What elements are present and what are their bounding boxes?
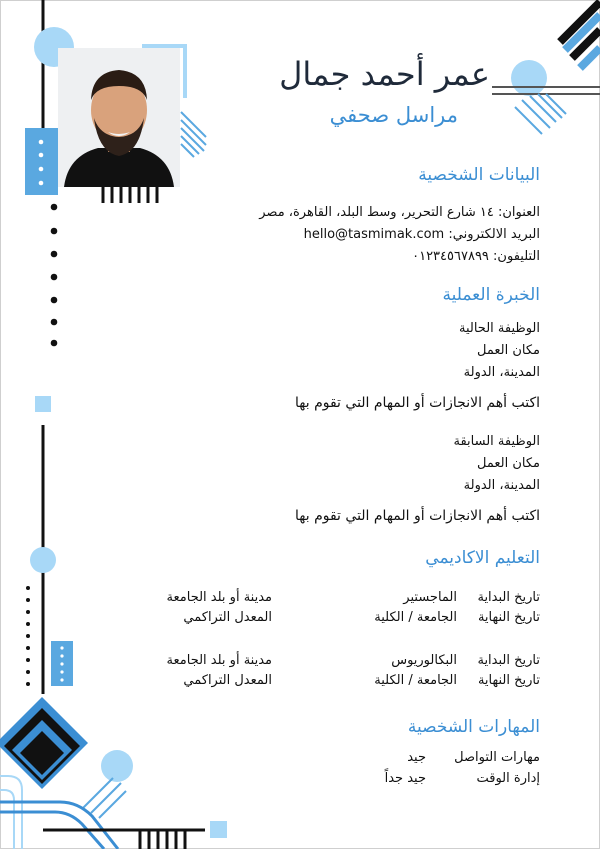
job-title: مراسل صحفي xyxy=(329,103,458,127)
job-location: المدينة، الدولة xyxy=(463,478,540,493)
edu-school: الجامعة / الكلية xyxy=(374,673,457,688)
job-achievements: اكتب أهم الانجازات أو المهام التي تقوم بها xyxy=(295,508,540,524)
person-photo-icon xyxy=(58,48,180,187)
job-position: الوظيفة السابقة xyxy=(453,434,540,449)
person-name: عمر أحمد جمال xyxy=(279,55,490,93)
edu-degree: البكالوريوس xyxy=(391,653,457,668)
avatar xyxy=(58,48,180,187)
edu-degree: الماجستير xyxy=(403,590,457,605)
job-workplace: مكان العمل xyxy=(477,456,540,471)
edu-end: تاريخ النهاية xyxy=(477,610,540,625)
section-heading-experience: الخبرة العملية xyxy=(442,285,540,305)
email-label: البريد الالكتروني: xyxy=(448,227,540,242)
skill-name: مهارات التواصل xyxy=(454,750,540,765)
section-heading-personal: البيانات الشخصية xyxy=(418,165,540,185)
section-heading-skills: المهارات الشخصية xyxy=(407,717,540,737)
edu-start: تاريخ البداية xyxy=(477,653,540,668)
job-achievements: اكتب أهم الانجازات أو المهام التي تقوم بها xyxy=(295,395,540,411)
email-line xyxy=(304,227,540,242)
address-line: العنوان: ١٤ شارع التحرير، وسط البلد، القاهرة، مصر xyxy=(259,205,540,220)
skill-level: جيد xyxy=(407,750,426,765)
edu-start: تاريخ البداية xyxy=(477,590,540,605)
section-heading-education: التعليم الاكاديمي xyxy=(425,548,540,568)
skill-level: جيد جداً xyxy=(384,771,426,786)
edu-end: تاريخ النهاية xyxy=(477,673,540,688)
edu-school: الجامعة / الكلية xyxy=(374,610,457,625)
edu-city: مدينة أو بلد الجامعة xyxy=(166,590,272,605)
phone-line: التليفون: ٠١٢٣٤٥٦٧٨٩٩ xyxy=(412,249,540,264)
edu-city: مدينة أو بلد الجامعة xyxy=(166,653,272,668)
job-workplace: مكان العمل xyxy=(477,343,540,358)
job-position: الوظيفة الحالية xyxy=(458,321,540,336)
skill-name: إدارة الوقت xyxy=(476,771,540,786)
edu-gpa: المعدل التراكمي xyxy=(183,673,272,688)
email-value[interactable]: hello@tasmimak.com xyxy=(303,227,445,242)
edu-gpa: المعدل التراكمي xyxy=(183,610,272,625)
job-location: المدينة، الدولة xyxy=(463,365,540,380)
